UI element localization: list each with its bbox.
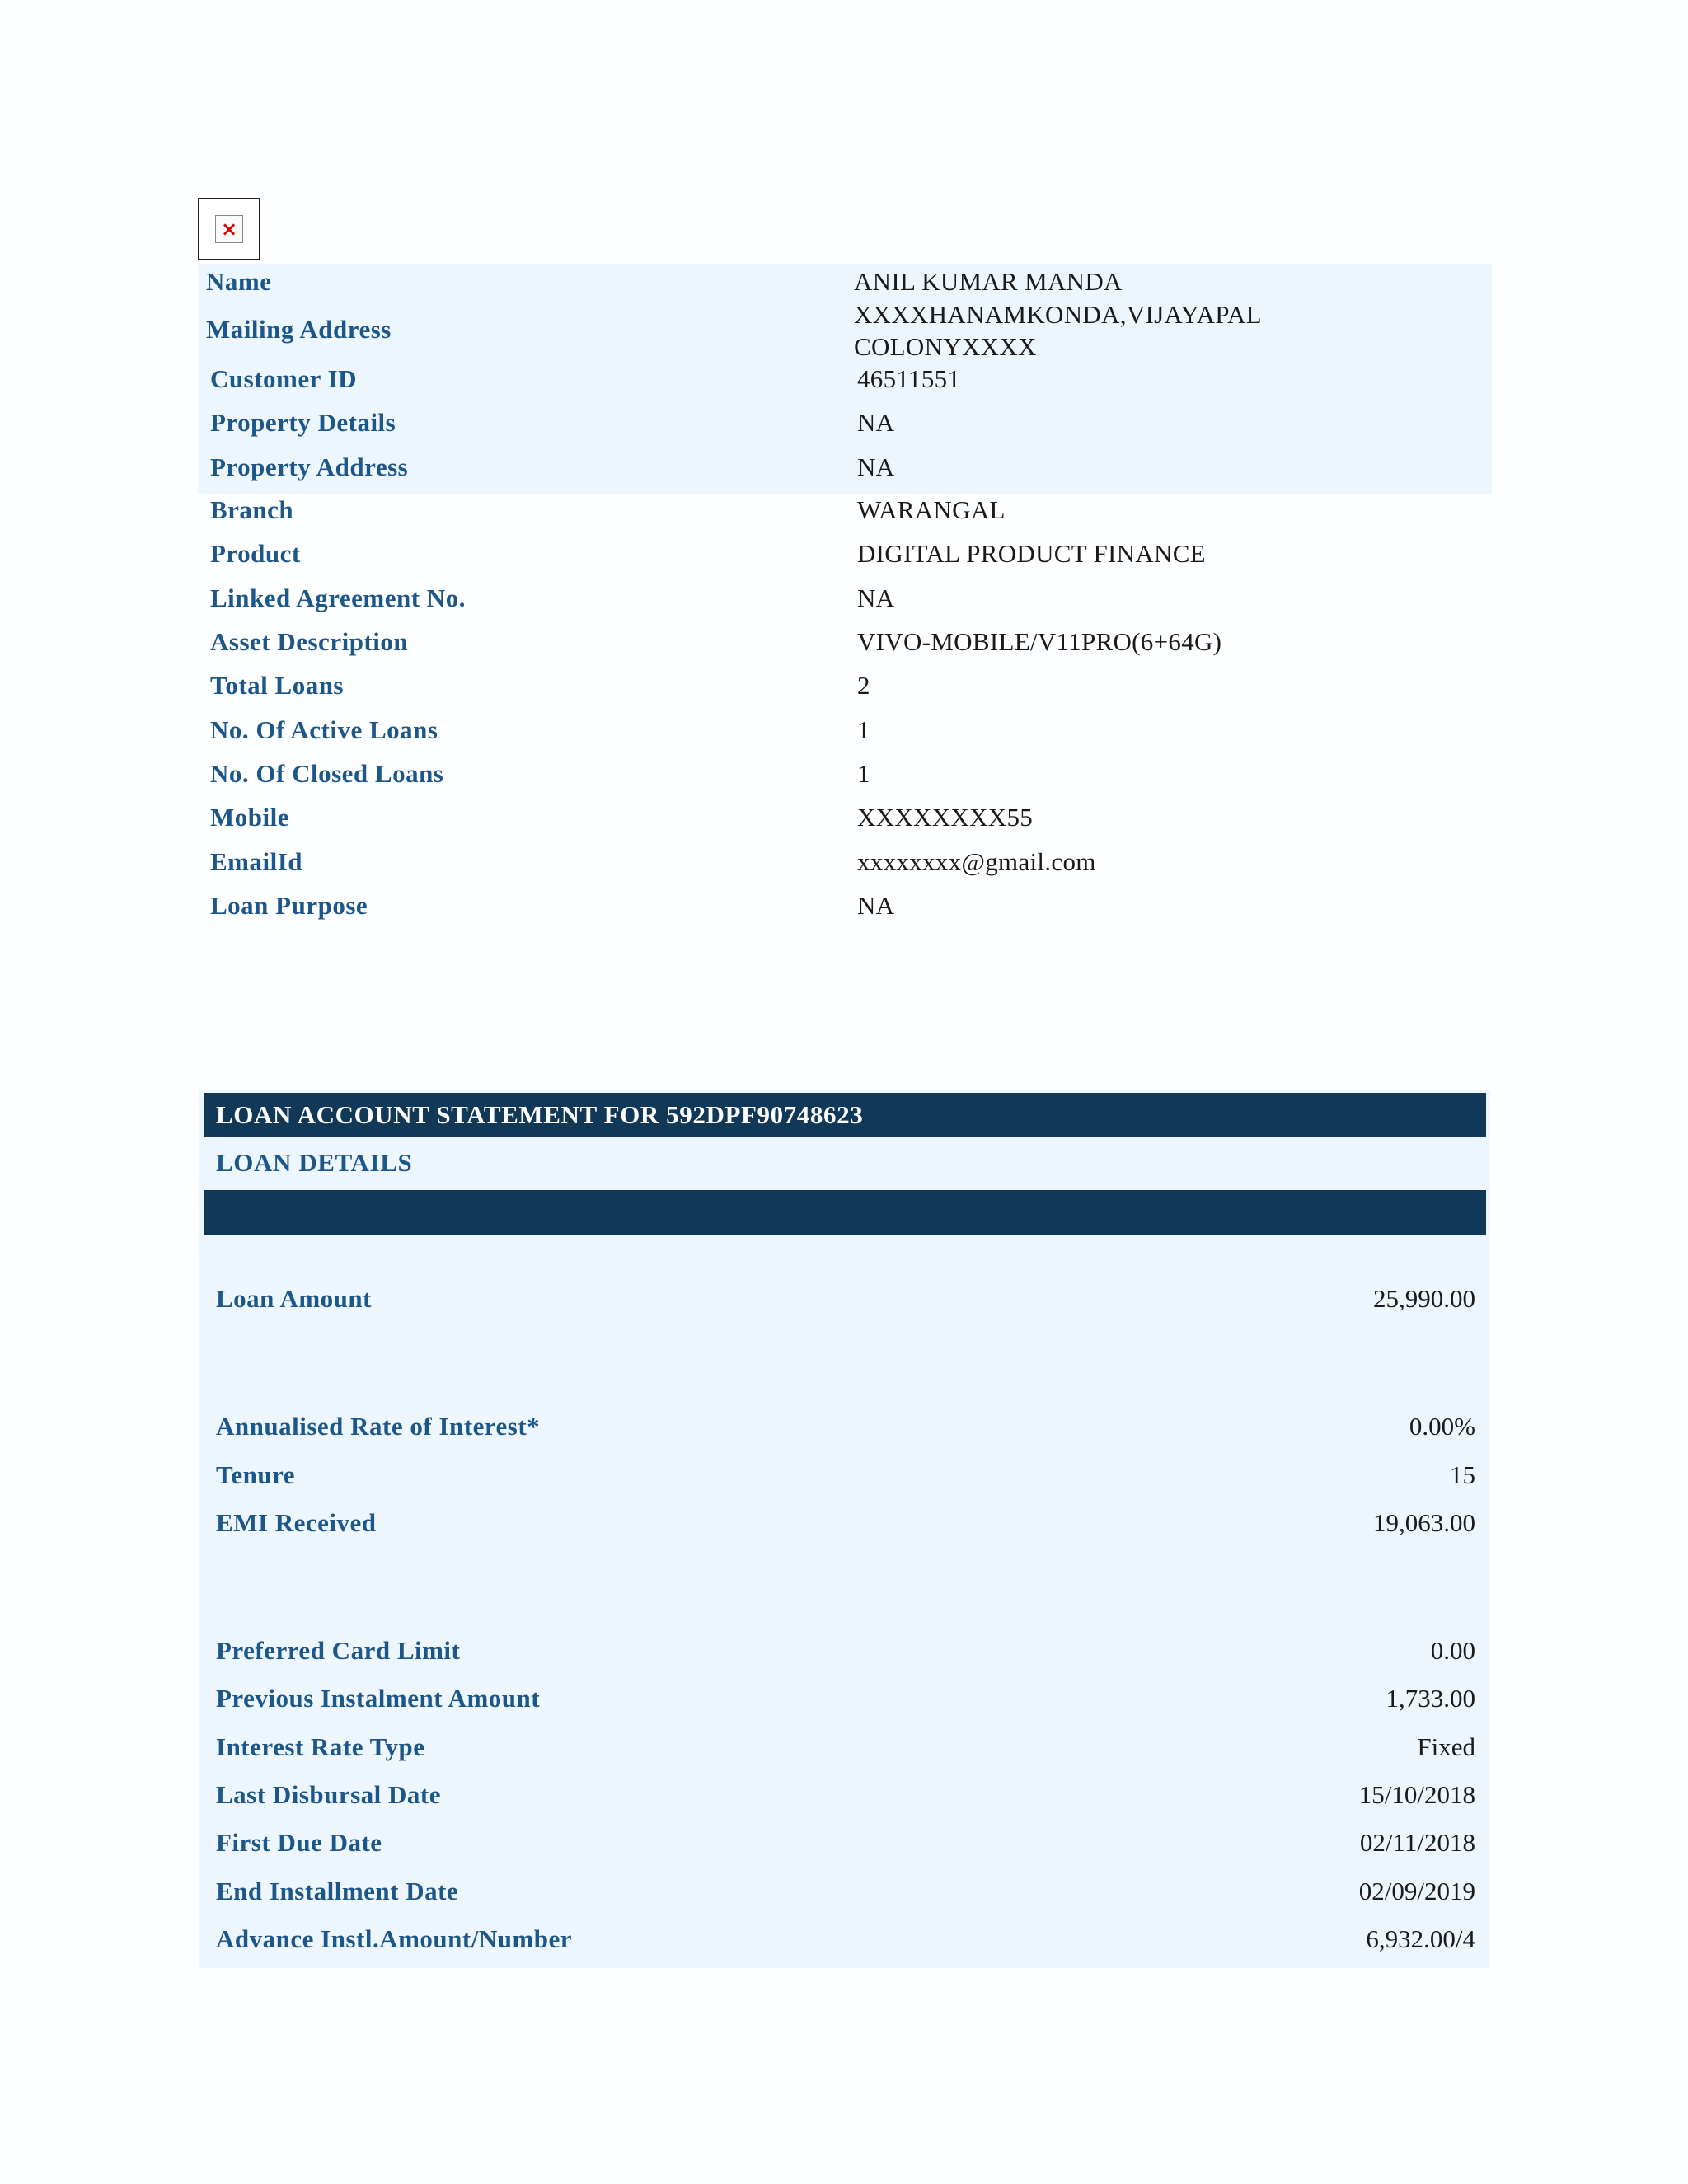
product-label: Product <box>210 539 301 568</box>
total-loans-label: Total Loans <box>210 671 344 700</box>
loan-details-heading: LOAN DETAILS <box>216 1148 413 1177</box>
active-loans-value: 1 <box>857 715 870 744</box>
product-value: DIGITAL PRODUCT FINANCE <box>857 539 1206 568</box>
asset-description-label: Asset Description <box>210 627 409 656</box>
email-label: EmailId <box>210 847 303 876</box>
customer-id-value: 46511551 <box>857 364 961 393</box>
mailing-address-value <box>854 298 1262 363</box>
branch-label: Branch <box>210 495 294 524</box>
info-row-customer-id <box>0 358 1688 401</box>
loan-amount-label: Loan Amount <box>216 1284 372 1313</box>
property-details-label: Property Details <box>210 408 396 437</box>
last-disbursal-date-value: 15/10/2018 <box>1358 1780 1475 1809</box>
info-row-loan-purpose <box>0 884 1688 927</box>
asset-description-value: VIVO-MOBILE/V11PRO(6+64G) <box>857 627 1222 656</box>
last-disbursal-date-label: Last Disbursal Date <box>216 1780 442 1809</box>
mailing-address-label: Mailing Address <box>206 315 392 344</box>
info-row-branch <box>0 489 1688 532</box>
info-row-email <box>0 841 1688 883</box>
loan-details-bar <box>204 1190 1486 1235</box>
emi-received-label: EMI Received <box>216 1508 377 1537</box>
total-loans-value: 2 <box>857 671 870 700</box>
info-row-asset-description <box>0 621 1688 663</box>
emi-received-value: 19,063.00 <box>1373 1508 1475 1537</box>
preferred-card-limit-value: 0.00 <box>1430 1636 1475 1665</box>
interest-rate-label: Annualised Rate of Interest* <box>216 1412 541 1441</box>
mobile-value: XXXXXXXX55 <box>857 803 1034 832</box>
closed-loans-value: 1 <box>857 759 870 788</box>
info-row-linked-agreement <box>0 577 1688 620</box>
tenure-label: Tenure <box>216 1460 296 1489</box>
previous-instalment-value: 1,733.00 <box>1386 1684 1475 1713</box>
name-value: ANIL KUMAR MANDA <box>854 267 1123 296</box>
tenure-value: 15 <box>1450 1460 1475 1489</box>
info-row-total-loans <box>0 664 1688 707</box>
mailing-address-line2: COLONYXXXX <box>854 332 1037 361</box>
info-row-property-details <box>0 401 1688 444</box>
info-row-property-address <box>0 446 1688 489</box>
end-installment-date-label: End Installment Date <box>216 1877 459 1905</box>
linked-agreement-label: Linked Agreement No. <box>210 583 466 612</box>
broken-image-icon <box>198 198 260 260</box>
info-row-closed-loans <box>0 752 1688 795</box>
branch-value: WARANGAL <box>857 495 1006 524</box>
property-details-value: NA <box>857 408 895 437</box>
info-row-product <box>0 532 1688 575</box>
first-due-date-label: First Due Date <box>216 1828 382 1857</box>
interest-rate-type-label: Interest Rate Type <box>216 1732 425 1761</box>
info-row-active-loans <box>0 709 1688 752</box>
end-installment-date-value: 02/09/2019 <box>1358 1877 1475 1905</box>
mobile-label: Mobile <box>210 803 289 832</box>
interest-rate-type-value: Fixed <box>1417 1732 1475 1761</box>
previous-instalment-label: Previous Instalment Amount <box>216 1684 541 1713</box>
closed-loans-label: No. Of Closed Loans <box>210 759 444 788</box>
active-loans-label: No. Of Active Loans <box>210 715 438 744</box>
loan-amount-value: 25,990.00 <box>1373 1284 1475 1313</box>
customer-id-label: Customer ID <box>210 364 357 393</box>
loan-statement-title: LOAN ACCOUNT STATEMENT FOR 592DPF90748623 <box>216 1100 864 1129</box>
mailing-address-line1: XXXXHANAMKONDA,VIJAYAPAL <box>854 300 1262 329</box>
info-row-mobile <box>0 796 1688 839</box>
name-label: Name <box>206 267 272 296</box>
advance-instalment-label: Advance Instl.Amount/Number <box>216 1924 573 1953</box>
advance-instalment-value: 6,932.00/4 <box>1366 1924 1475 1953</box>
property-address-value: NA <box>857 452 895 481</box>
email-value: xxxxxxxx@gmail.com <box>857 847 1096 876</box>
linked-agreement-value: NA <box>857 583 895 612</box>
broken-image-inner <box>215 215 243 243</box>
broken-image-x-icon: × <box>220 218 238 241</box>
first-due-date-value: 02/11/2018 <box>1359 1828 1475 1857</box>
loan-purpose-value: NA <box>857 891 895 920</box>
interest-rate-value: 0.00% <box>1409 1412 1475 1441</box>
loan-purpose-label: Loan Purpose <box>210 891 368 920</box>
property-address-label: Property Address <box>210 452 409 481</box>
preferred-card-limit-label: Preferred Card Limit <box>216 1636 461 1665</box>
